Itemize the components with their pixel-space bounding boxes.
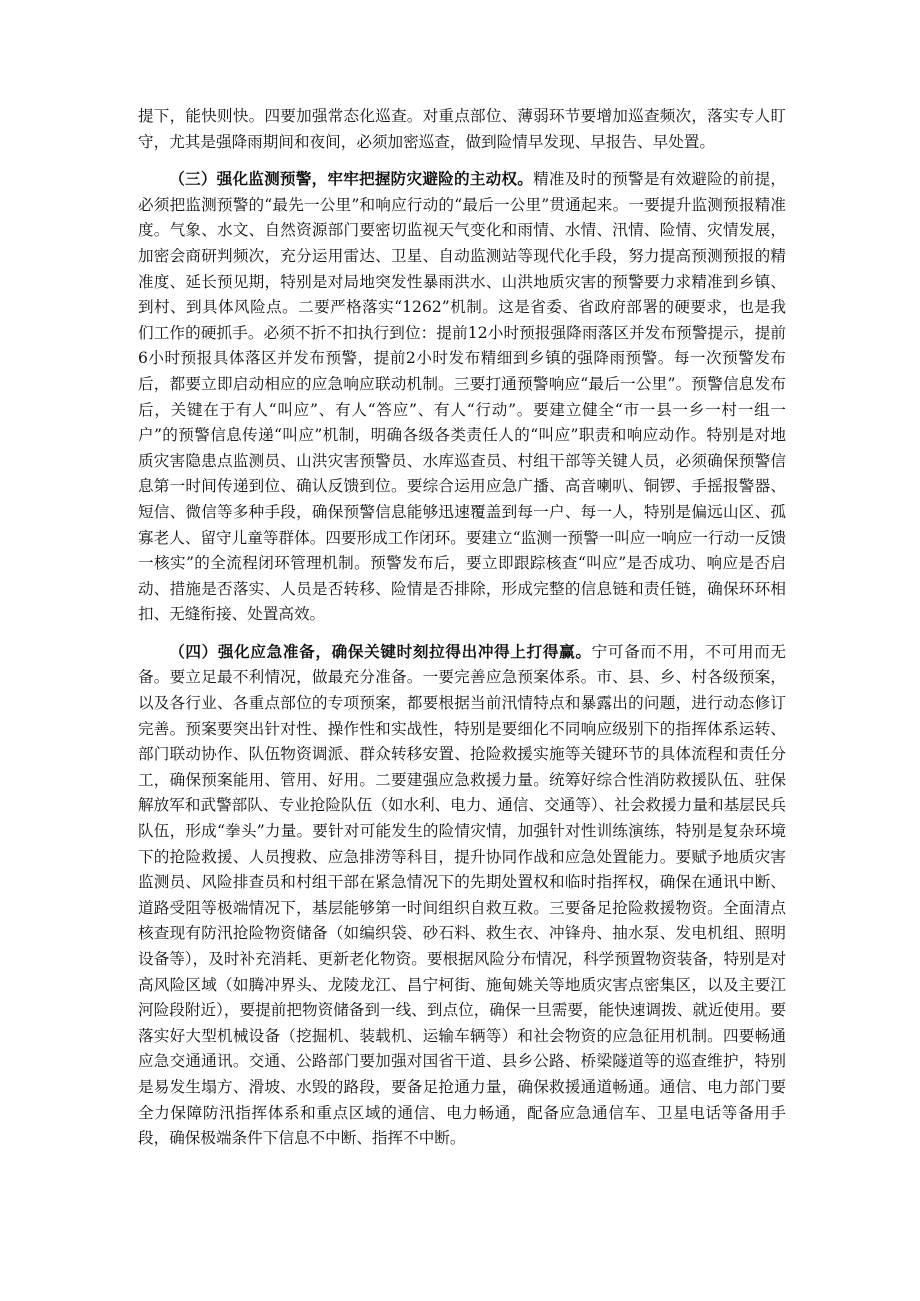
paragraph-section-4 xyxy=(138,640,786,1152)
section-3-body: 精准及时的预警是有效避险的前提，必须把监测预警的“最先一公里”和响应行动的“最后一公里”贯通起来。一要提升监测预报精准度。气象、水文、自然资源部门要密切监视天气变化和雨情、水情、汛情、险情、灾情发展，加密会商研判频次，充分运用雷达、卫星、自动监测站等现代化手段，努力提高预测预报的精准度、延长预见期，特别是对局地突发性暴雨洪水、山洪地质灾害的预警要力求精准到乡镇、到村、到具体风险点。二要严格落实“1262”机制。这是省委、省政府部署的硬要求，也是我们工作的硬抓手。必须不折不扣执行到位：提前12小时预报强降雨落区并发布预警提示，提前6小时预报具体落区并发布预警，提前2小时发布精细到乡镇的强降雨预警。每一次预警发布后，都要立即启动相应的应急响应联动机制。三要打通预警响应“最后一公里”。预警信息发布后，关键在于有人“叫应”、有人“答应”、有人“行动”。要建立健全“市一县一乡一村一组一户”的预警信息传递“叫应”机制，明确各级各类责任人的“叫应”职责和响应动作。特别是对地质灾害隐患点监测员、山洪灾害预警员、水库巡查员、村组干部等关键人员，必须确保预警信息第一时间传递到位、确认反馈到位。要综合运用应急广播、高音喇叭、铜锣、手摇报警器、短信、微信等多种手段，确保预警信息能够迅速覆盖到每一户、每一人，特别是偏远山区、孤寡老人、留守儿童等群体。四要形成工作闭环。要建立“监测一预警一叫应一响应一行动一反馈一核实”的全流程闭环管理机制。预警发布后，要立即跟踪核查“叫应”是否成功、响应是否启动、措施是否落实、人员是否转移、险情是否排除，形成完整的信息链和责任链，确保环环相扣、无缝衔接、处置高效。 xyxy=(138,170,786,624)
section-3-heading: （三）强化监测预警，牢牢把握防灾避险的主动权。 xyxy=(169,170,534,189)
section-4-body: 宁可备而不用，不可用而无备。要立足最不利情况，做最充分准备。一要完善应急预案体系。市、县、乡、村各级预案，以及各行业、各重点部位的专项预案，都要根据当前汛情特点和暴露出的问题，进行动态修订完善。预案要突出针对性、操作性和实战性，特别是要细化不同响应级别下的指挥体系运转、部门联动协作、队伍物资调派、群众转移安置、抢险救援实施等关键环节的具体流程和责任分工，确保预案能用、管用、好用。二要建强应急救援力量。统筹好综合性消防救援队伍、驻保解放军和武警部队、专业抢险队伍（如水利、电力、通信、交通等）、社会救援力量和基层民兵队伍，形成“拳头”力量。要针对可能发生的险情灾情，加强针对性训练演练，特别是复杂环境下的抢险救援、人员搜救、应急排涝等科目，提升协同作战和应急处置能力。要赋予地质灾害监测员、风险排查员和村组干部在紧急情况下的先期处置权和临时指挥权，确保在通讯中断、道路受阻等极端情况下，基层能够第一时间组织自救互救。三要备足抢险救援物资。全面清点核查现有防汛抢险物资储备（如编织袋、砂石料、救生衣、冲锋舟、抽水泵、发电机组、照明设备等），及时补充消耗、更新老化物资。要根据风险分布情况，科学预置物资装备，特别是对高风险区域（如腾冲界头、龙陵龙江、昌宁柯街、施甸姚关等地质灾害点密集区，以及主要江河险段附近），要提前把物资储备到一线、到点位，确保一旦需要，能快速调拨、就近使用。要落实好大型机械设备（挖掘机、装载机、运输车辆等）和社会物资的应急征用机制。四要畅通应急交通通讯。交通、公路部门要加强对国省干道、县乡公路、桥梁隧道等的巡查维护，特别是易发生塌方、滑坡、水毁的路段，要备足抢通力量，确保救援通道畅通。通信、电力部门要全力保障防汛指挥体系和重点区域的通信、电力畅通，配备应急通信车、卫星电话等备用手段，确保极端条件下信息不中断、指挥不中断。 xyxy=(138,642,786,1148)
section-4-heading: （四）强化应急准备，确保关键时刻拉得出冲得上打得赢。 xyxy=(169,642,592,661)
paragraph-section-3 xyxy=(138,167,786,628)
paragraph-continuation: 提下，能快则快。四要加强常态化巡查。对重点部位、薄弱环节要增加巡查频次，落实专人盯守，尤其是强降雨期间和夜间，必须加密巡查，做到险情早发现、早报告、早处置。 xyxy=(138,107,786,151)
